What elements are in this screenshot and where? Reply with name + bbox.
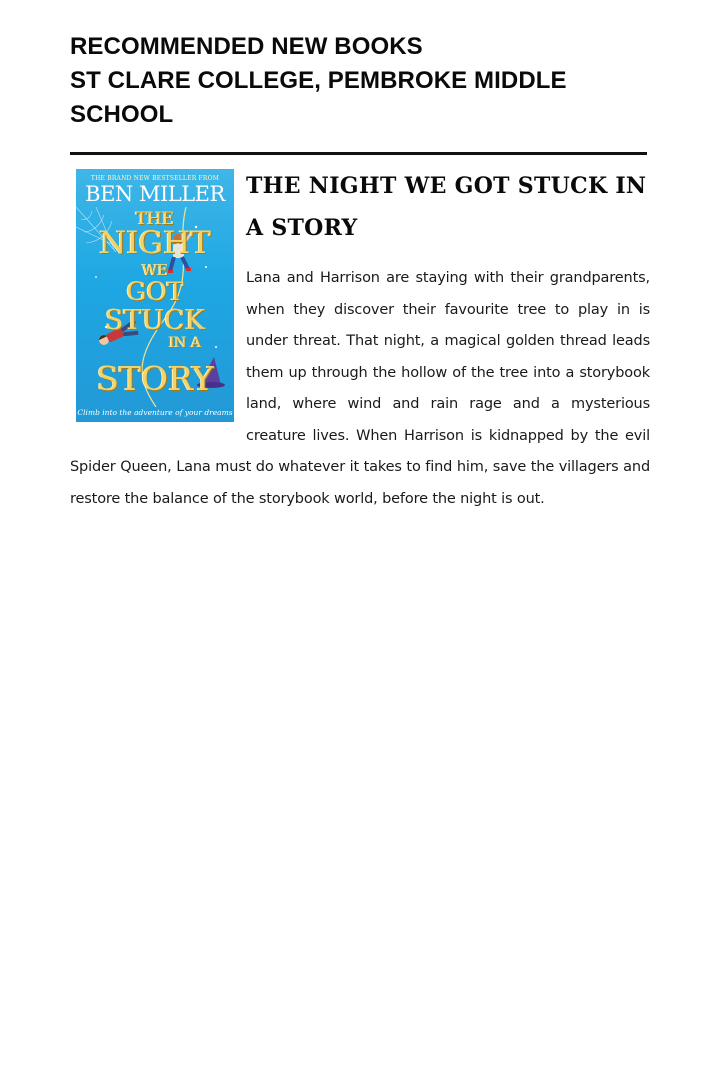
cover-title-word: NIGHT: [99, 225, 211, 261]
cover-title-word: GOT: [126, 277, 184, 306]
cover-title-word: STUCK: [104, 305, 206, 336]
book-synopsis: Lana and Harrison are staying with their grandparents, when they discover their favourite tree to play in is under threat. That night, a magical golden thread leads them up through the hollow of the tree into a storybook land, where wind and rain rage and a mysterious creature lives. When Harrison is kidnapped by the evil Spider Queen, Lana must do whatever it takes to find him, save the villagers and restore the balance of the storybook world, before the night is out.: [70, 270, 650, 507]
cover-title-word: IN A: [168, 335, 202, 351]
document-page: [70, 30, 650, 515]
book-cover-image: [76, 169, 234, 422]
cover-author: BEN MILLER: [85, 182, 225, 206]
cover-title-word: THE: [135, 209, 175, 229]
header-title: RECOMMENDED NEW BOOKS: [70, 33, 423, 60]
cover-title-word: STORY: [96, 359, 214, 398]
book-title: THE NIGHT WE GOT STUCK IN A STORY: [246, 173, 647, 241]
book-entry: [70, 165, 650, 515]
header-divider: [70, 152, 647, 155]
cover-title-word: WE: [141, 261, 169, 279]
header-school: ST CLARE COLLEGE, PEMBROKE MIDDLE SCHOOL: [70, 67, 567, 128]
cover-tagline: THE BRAND NEW BESTSELLER FROM: [90, 175, 220, 182]
cover-bottom-tagline: Climb into the adventure of your dreams: [77, 408, 233, 417]
